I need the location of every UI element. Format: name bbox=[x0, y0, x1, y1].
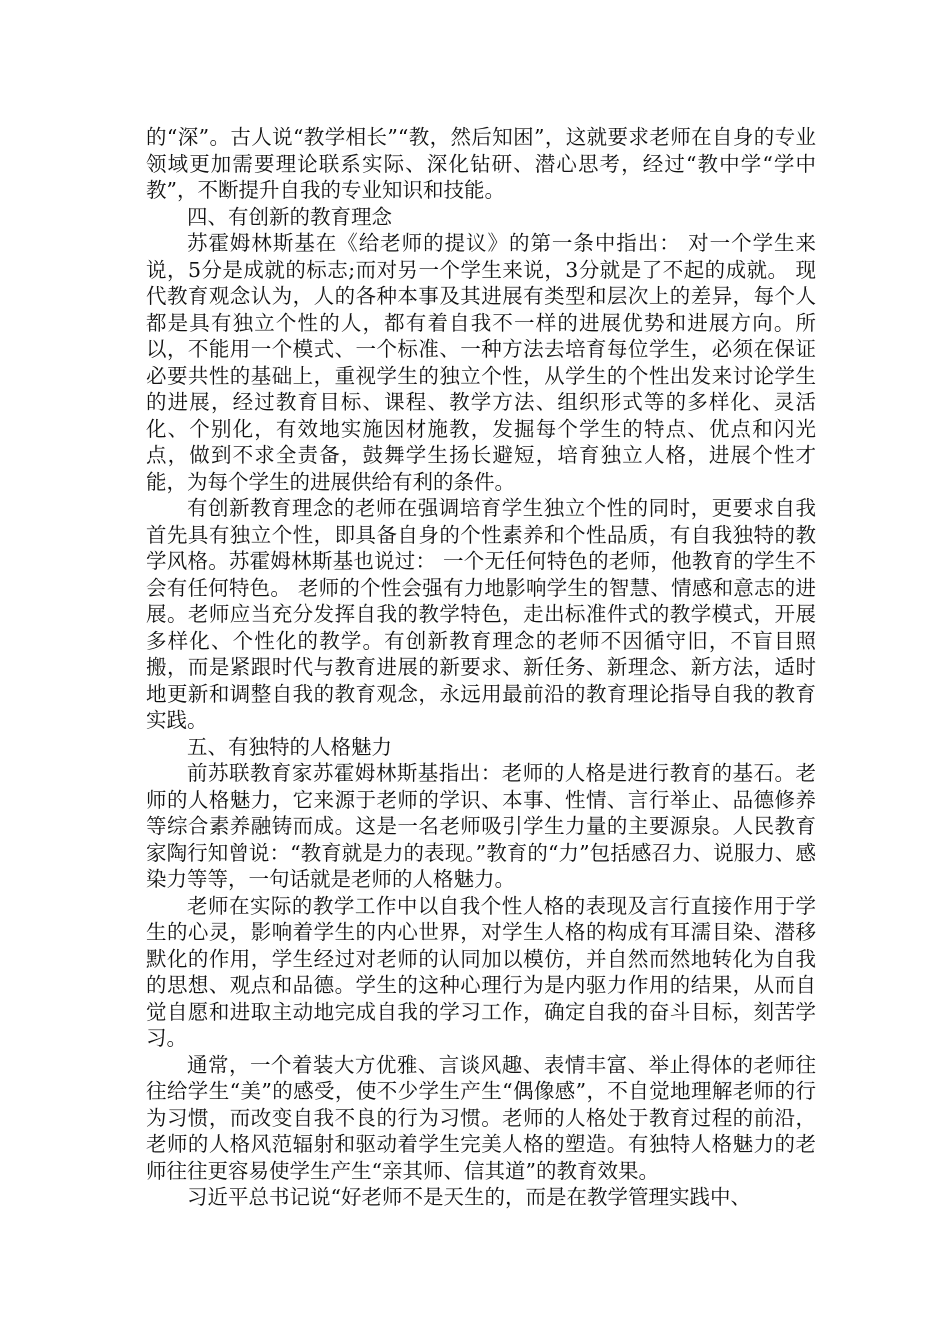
paragraph: 有创新教育理念的老师在强调培育学生独立个性的同时，更要求自我首先具有独立个性，即具备自身的个性素养和个性品质，有自我独特的教学风格。苏霍姆林斯基也说过： 一个无任何特色的老师，他教育的学生不会有任何特色。 老师的个性会强有力地影响学生的智慧、情感和意志的进展。老师应当充分发挥自我的教学特色，走出标准件式的教学模式，开展多样化、个性化的教学。有创新教育理念的老师不因循守旧，不盲目照搬，而是紧跟时代与教育进展的新要求、新任务、新理念、新方法，适时地更新和调整自我的教育观念，永远用最前沿的教育理论指导自我的教育实践。 bbox=[146, 496, 816, 732]
section-heading-4: 四、有创新的教育理念 bbox=[187, 204, 392, 229]
section-heading-5: 五、有独特的人格魅力 bbox=[187, 734, 392, 759]
paragraph: 前苏联教育家苏霍姆林斯基指出：老师的人格是进行教育的基石。老师的人格魅力，它来源于老师的学识、本事、性情、言行举止、品德修养等综合素养融铸而成。这是一名老师吸引学生力量的主要源泉。人民教育家陶行知曾说：“教育就是力的表现。”教育的“力”包括感召力、说服力、感染力等等，一句话就是老师的人格魅力。 bbox=[146, 761, 816, 891]
paragraph: 苏霍姆林斯基在《给老师的提议》的第一条中指出： 对一个学生来说，5分是成就的标志;而对另一个学生来说，3分就是了不起的成就。 现代教育观念认为，人的各种本事及其进展有类型和层次上的差异，每个人都是具有独立个性的人，都有着自我不一样的进展优势和进展方向。所以，不能用一个模式、一个标准、一种方法去培育每位学生，必须在保证必要共性的基础上，重视学生的独立个性，从学生的个性出发来讨论学生的进展，经过教育目标、课程、教学方法、组织形式等的多样化、灵活化、个别化，有效地实施因材施教，发掘每个学生的特点、优点和闪光点，做到不求全责备，鼓舞学生扬长避短，培育独立人格，进展个性才能，为每个学生的进展供给有利的条件。 bbox=[146, 231, 816, 494]
paragraph-truncated: 习近平总书记说“好老师不是天生的，而是在教学管理实践中、 bbox=[187, 1185, 751, 1209]
paragraph-continued: 的“深”。古人说“教学相长”“教，然后知困”，这就要求老师在自身的专业领域更加需要理论联系实际、深化钻研、潜心思考，经过“教中学“学中教”，不断提升自我的专业知识和技能。 bbox=[146, 125, 816, 202]
paragraph: 老师在实际的教学工作中以自我个性人格的表现及言行直接作用于学生的心灵，影响着学生的内心世界，对学生人格的构成有耳濡目染、潜移默化的作用，学生经过对老师的认同加以模仿，并自然而然地转化为自我的思想、观点和品德。学生的这种心理行为是内驱力作用的结果，从而自觉自愿和进取主动地完成自我的学习工作，确定自我的奋斗目标，刻苦学习。 bbox=[146, 893, 816, 1050]
paragraph: 通常，一个着装大方优雅、言谈风趣、表情丰富、举止得体的老师往往给学生“美”的感受，使不少学生产生“偶像感”，不自觉地理解老师的行为习惯，而改变自我不良的行为习惯。老师的人格处于教育过程的前沿，老师的人格风范辐射和驱动着学生完美人格的塑造。有独特人格魅力的老师往往更容易使学生产生“亲其师、信其道”的教育效果。 bbox=[146, 1052, 816, 1183]
document-page bbox=[146, 124, 816, 1211]
